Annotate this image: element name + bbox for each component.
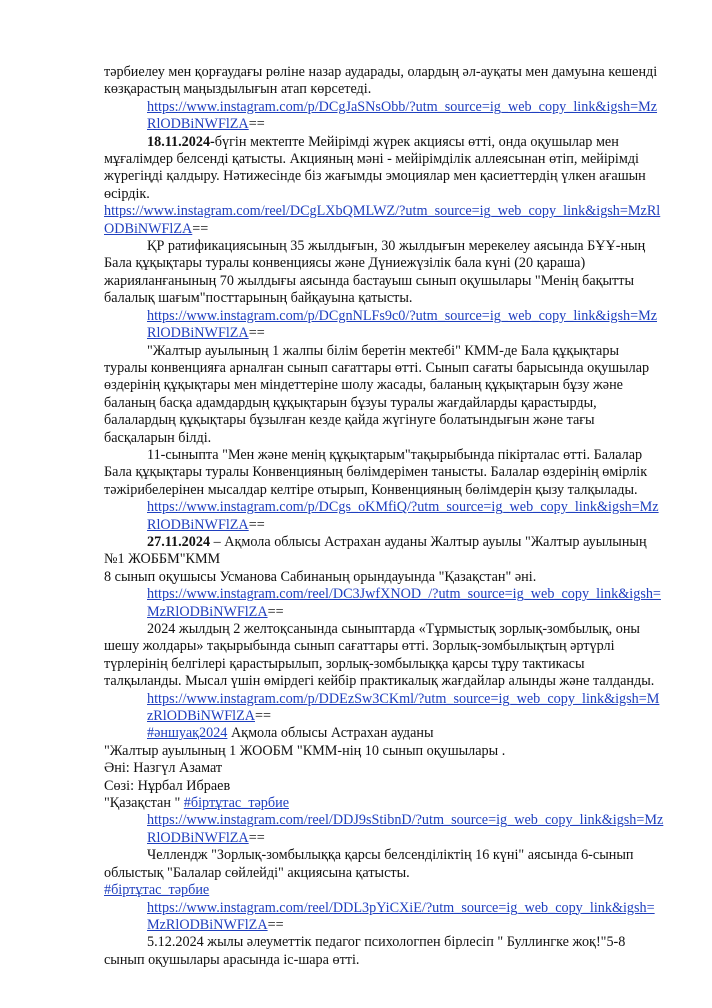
instagram-link[interactable]: https://www.instagram.com/reel/DC3JwfXNOD_/?utm_source=ig_web_copy_link&igsh=MzRlODBiNWFlZA [147, 586, 661, 620]
instagram-link[interactable]: https://www.instagram.com/reel/DDL3pYiCXiE/?utm_source=ig_web_copy_link&igsh=MzRlODBiNWFlZA [147, 899, 655, 933]
link-paragraph [104, 203, 664, 238]
link-paragraph [104, 812, 664, 847]
paragraph: "Жалтыр ауылының 1 ЖООБМ "КММ-нің 10 сынып оқушылары . [104, 742, 506, 759]
paragraph: "Жалтыр ауылының 1 жалпы білім беретін мектебі" КММ-де Бала құқықтары туралы конвенцияға арналған сынып сағаттары өтті. Сынып сағаты барысында оқушылар өздерінің құқықтары мен міндеттеріне шолу жасады, баланың құқықтарын бұзу және баланың басқа адамдардың құқықтарын бұзуы туралы жағдайларды қарастырды, балалардың құқықтары бұзылған кезде қайда жүгінуге болатындығын және тағы басқаларын білді. [104, 342, 650, 446]
hashtag-link[interactable]: #біртұтас_тәрбие [183, 795, 290, 812]
link-paragraph [104, 499, 664, 534]
paragraph: Сөзі: Нұрбал Ибраев [104, 777, 231, 794]
paragraph-text: Ақмола облысы Астрахан ауданы [227, 725, 434, 742]
paragraph: 5.12.2024 жылы әлеуметтік педагог психологпен бірлесіп " Буллингке жоқ!"5-8 сынып оқушылары арасында іс-шара өтті. [104, 934, 626, 968]
paragraph: 2024 жылдың 2 желтоқсанында сыныптарда «Тұрмыстық зорлық-зомбылық, оны шешу жолдары» тақырыбында сынып сағаттары өтті. Зорлық-зомбылықтың әртүрлі түрлерінің белгілері қарастырылып, зорлық-зомбылыққа қарсы тұру тактикасы талқыланды. Мысал үшін өмірдегі кейбір практикалық жағдайлар алынды және талданды. [104, 621, 655, 690]
hashtag-link[interactable]: #біртұтас_тәрбие [104, 882, 210, 899]
paragraph-text: – Ақмола облысы Астрахан ауданы Жалтыр ауылы "Жалтыр ауылының №1 ЖОББМ"КММ [104, 533, 647, 568]
paragraph [104, 534, 664, 569]
hashtag-link[interactable]: #әншуақ2024 [147, 725, 228, 742]
instagram-link[interactable]: https://www.instagram.com/p/DCgJaSNsObb/?utm_source=ig_web_copy_link&igsh=MzRlODBiNWFlZA [147, 98, 658, 133]
paragraph: 11-сыныпта "Мен және менің құқықтарым"тақырыбында пікірталас өтті. Балалар Бала құқықтары туралы Конвенцияның бөлімдерімен танысты. Балалар өздерінің өмірлік тәжірибелерінен мысалдар келтіре отырып, Конвенцияның бөлімдерін қызу талқылады. [104, 446, 648, 498]
paragraph: Әні: Назгүл Азамат [104, 760, 223, 777]
paragraph-text: бүгін мектепте Мейірімді жүрек акциясы өтті, онда оқушылар мен мұғалімдер белсенді қатысты. Акцияның мәні - мейірімділік аллеясынан өтіп, мейірімді жүрегіңді қалдыру. Нәтижесінде біз жағымды эмоциялар мен қасиеттердің үлкен ағашын өсірдік. [104, 133, 646, 202]
instagram-link[interactable]: https://www.instagram.com/p/DDEzSw3CKml/?utm_source=ig_web_copy_link&igsh=MzRlODBiNWFlZA [147, 690, 660, 725]
link-suffix: == [248, 516, 265, 533]
paragraph: Челлендж "Зорлық-зомбылыққа қарсы белсенділіктің 16 күні" аясында 6-сынып облыстық "Балалар сөйлейді" акциясына қатысты. [104, 847, 634, 881]
instagram-link[interactable]: https://www.instagram.com/p/DCgs_oKMfiQ/?utm_source=ig_web_copy_link&igsh=MzRlODBiNWFlZA [147, 499, 659, 533]
instagram-link[interactable]: https://www.instagram.com/reel/DDJ9sStibnD/?utm_source=ig_web_copy_link&igsh=MzRlODBiNWFlZA [147, 812, 664, 846]
link-suffix: == [248, 325, 265, 342]
instagram-link[interactable]: https://www.instagram.com/reel/DCgLXbQMLWZ/?utm_source=ig_web_copy_link&igsh=MzRlODBiNWFlZA [104, 203, 661, 237]
link-suffix: == [267, 916, 284, 933]
date-label: 18.11.2024- [147, 133, 215, 150]
link-paragraph [104, 586, 664, 621]
paragraph: тәрбиелеу мен қорғаудағы рөліне назар аударады, олардың әл-ауқаты мен дамуына кешенді көзқарастың маңыздылығын атап көрсетеді. [104, 64, 658, 98]
instagram-link[interactable]: https://www.instagram.com/p/DCgnNLFs9c0/?utm_source=ig_web_copy_link&igsh=MzRlODBiNWFlZA [147, 307, 658, 342]
link-paragraph [104, 308, 664, 343]
paragraph: 8 сынып оқушысы Усманова Сабинаның орындауында "Қазақстан" әні. [104, 568, 537, 585]
link-paragraph [104, 99, 664, 134]
link-suffix: == [267, 603, 284, 620]
link-suffix: == [248, 829, 265, 846]
document-page [104, 64, 664, 969]
paragraph: ҚР ратификациясының 35 жылдығын, 30 жылдығын мерекелеу аясында БҰҰ-ның Бала құқықтары туралы конвенциясы және Дүниежүзілік бала күні (20 қараша) жарияланғанының 70 жылдығы аясында бастауыш сынып оқушылары "Менің бақытты балалық шағым"посттарының байқауына қатысты. [104, 238, 646, 307]
link-suffix: == [248, 116, 265, 133]
link-paragraph [104, 691, 664, 726]
link-paragraph [104, 900, 664, 935]
paragraph [104, 795, 664, 812]
paragraph [104, 882, 664, 899]
date-label: 27.11.2024 [147, 533, 211, 550]
paragraph [104, 725, 664, 742]
link-suffix: == [254, 708, 271, 725]
paragraph-text: "Қазақстан " [104, 795, 184, 812]
paragraph [104, 134, 664, 204]
link-suffix: == [192, 220, 209, 237]
